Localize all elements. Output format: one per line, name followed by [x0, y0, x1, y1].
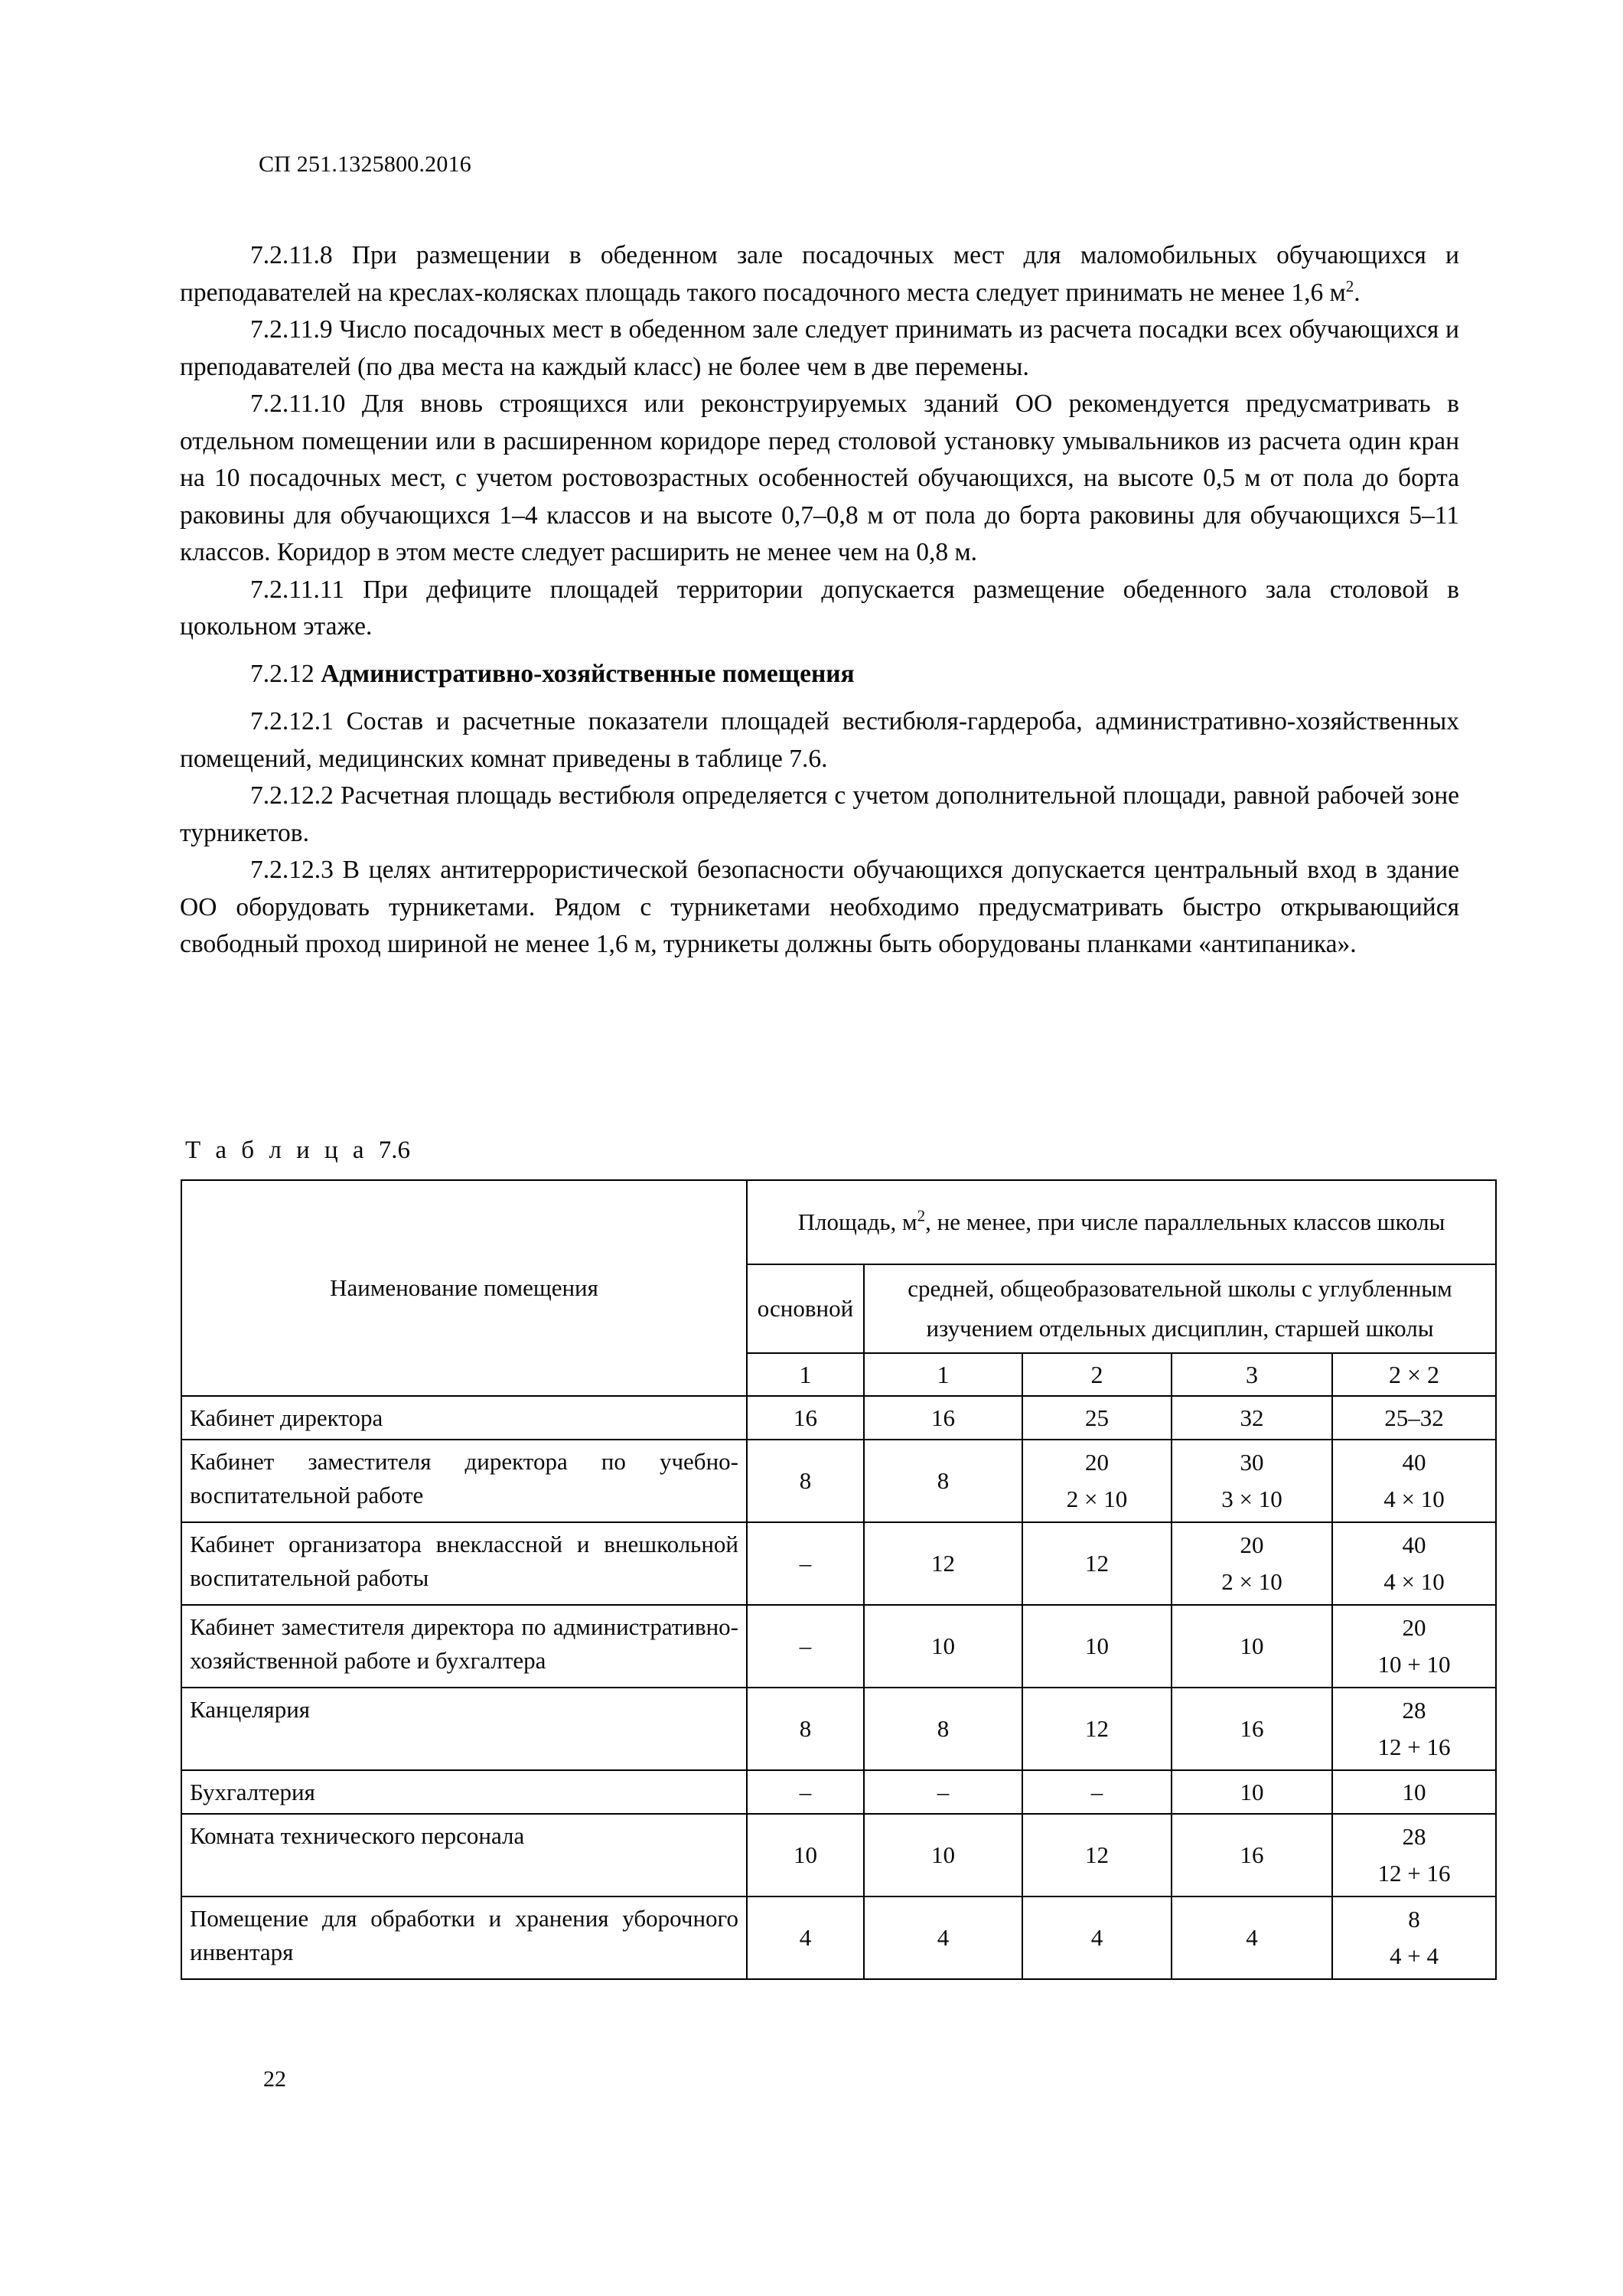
table-cell-room-name: Канцелярия: [181, 1688, 747, 1770]
table-cell-area-value: 10: [1172, 1770, 1332, 1814]
table-cell-area-value: 28 12 + 16: [1332, 1814, 1496, 1896]
table-row: [181, 1605, 1496, 1688]
table-cell-area-value: –: [747, 1522, 864, 1605]
table-cell-area-value: 8: [747, 1688, 864, 1770]
paragraph-7-2-11-11: 7.2.11.11 При дефиците площадей территории допускается размещение обеденного зала столовой в цокольном этаже.: [180, 575, 1459, 641]
page-number: 22: [263, 2066, 286, 2092]
paragraph-7-2-12-2: 7.2.12.2 Расчетная площадь вестибюля определяется с учетом дополнительной площади, равной рабочей зоне турникетов.: [180, 781, 1459, 847]
table-cell-area-value: –: [1022, 1770, 1172, 1814]
header-cell-num-4: 3: [1172, 1353, 1332, 1396]
table-cell-area-value: 8: [747, 1440, 864, 1522]
table-cell-area-value: 40 4 × 10: [1332, 1522, 1496, 1605]
table-cell-area-value: 25: [1022, 1396, 1172, 1440]
table-row: [181, 1770, 1496, 1814]
table-row: [181, 1688, 1496, 1770]
body-content: [180, 237, 1459, 964]
table-cell-area-value: 12: [864, 1522, 1022, 1605]
table-cell-area-value: 25–32: [1332, 1396, 1496, 1440]
superscript-square: 2: [1345, 276, 1354, 295]
table-cell-area-value: 4: [747, 1896, 864, 1979]
superscript-square: 2: [917, 1206, 926, 1225]
header-cell-num-2: 1: [864, 1353, 1022, 1396]
table-body: [181, 1396, 1496, 1979]
running-head: СП 251.1325800.2016: [259, 152, 471, 177]
table-cell-area-value: 4: [1022, 1896, 1172, 1979]
table-cell-area-value: 16: [1172, 1814, 1332, 1896]
table-cell-area-value: –: [864, 1770, 1022, 1814]
table-cell-area-value: 8 4 + 4: [1332, 1896, 1496, 1979]
table-cell-area-value: 4: [864, 1896, 1022, 1979]
section-number: 7.2.12: [250, 659, 321, 688]
paragraph-7-2-11-10: 7.2.11.10 Для вновь строящихся или реконструируемых зданий ОО рекомендуется предусматривать в отдельном помещении или в расширенном коридоре перед столовой установку умывальников из расчета один кран на 10 посадочных мест, с учетом ростовозрастных особенностей обучающихся, на высоте 0,5 м от пола до борта раковины для обучающихся 1–4 классов и на высоте 0,7–0,8 м от пола до борта раковины для обучающихся 5–11 классов. Коридор в этом месте следует расширить не менее чем на 0,8 м.: [180, 390, 1459, 566]
table-cell-room-name: Бухгалтерия: [181, 1770, 747, 1814]
header-cell-advanced: средней, общеобразовательной школы с углубленным изучением отдельных дисциплин, старшей школы: [864, 1264, 1496, 1353]
table-cell-area-value: 10: [864, 1605, 1022, 1688]
table-cell-area-value: 12: [1022, 1522, 1172, 1605]
header-cell-name: Наименование помещения: [181, 1180, 747, 1396]
table-cell-area-value: 16: [864, 1396, 1022, 1440]
header-span-title-tail: , не менее, при числе параллельных классов школы: [925, 1208, 1445, 1235]
table-cell-area-value: 10: [747, 1814, 864, 1896]
table-cell-area-value: 20 2 × 10: [1172, 1522, 1332, 1605]
table-row: [181, 1814, 1496, 1896]
paragraph-7-2-12-1: 7.2.12.1 Состав и расчетные показатели площадей вестибюля-гардероба, административно-хозяйственных помещений, медицинских комнат приведены в таблице 7.6.: [180, 707, 1459, 773]
header-cell-basic: основной: [747, 1264, 864, 1353]
header-cell-span-title: [747, 1180, 1496, 1264]
table-cell-area-value: 16: [1172, 1688, 1332, 1770]
paragraph-text: 7.2.11.8 При размещении в обеденном зале посадочных мест для маломобильных обучающихся и преподавателей на креслах-колясках площадь такого посадочного места следует принимать не менее 1,6 м: [180, 241, 1459, 307]
table-cell-area-value: 32: [1172, 1396, 1332, 1440]
paragraph-7-2-11-9: 7.2.11.9 Число посадочных мест в обеденном зале следует принимать из расчета посадки всех обучающихся и преподавателей (по два места на каждый класс) не более чем в две перемены.: [180, 315, 1459, 381]
table-cell-area-value: 4: [1172, 1896, 1332, 1979]
table-header-row-group: [181, 1180, 1496, 1264]
table-row: [181, 1896, 1496, 1979]
table-cell-area-value: 20 2 × 10: [1022, 1440, 1172, 1522]
table-cell-area-value: 16: [747, 1396, 864, 1440]
table-caption: [185, 1137, 410, 1165]
header-cell-num-3: 2: [1022, 1353, 1172, 1396]
table-row: [181, 1396, 1496, 1440]
table-cell-area-value: 8: [864, 1440, 1022, 1522]
table-7-6: [181, 1179, 1497, 1980]
table-cell-area-value: 10: [864, 1814, 1022, 1896]
paragraph-7-2-11-8: [180, 237, 1459, 311]
table-cell-room-name: Кабинет организатора внеклассной и внешкольной воспитательной работы: [181, 1522, 747, 1605]
table-cell-room-name: Кабинет заместителя директора по административно-хозяйственной работе и бухгалтера: [181, 1605, 747, 1688]
header-cell-num-1: 1: [747, 1353, 864, 1396]
table-cell-area-value: 20 10 + 10: [1332, 1605, 1496, 1688]
table-cell-area-value: 10: [1332, 1770, 1496, 1814]
header-span-title-text: Площадь, м: [797, 1208, 917, 1235]
table-cell-room-name: Кабинет директора: [181, 1396, 747, 1440]
table-cell-room-name: Помещение для обработки и хранения уборочного инвентаря: [181, 1896, 747, 1979]
paragraph-tail: .: [1354, 278, 1361, 307]
table-cell-area-value: 30 3 × 10: [1172, 1440, 1332, 1522]
table-caption-number: 7.6: [378, 1137, 411, 1164]
table-cell-area-value: 12: [1022, 1814, 1172, 1896]
section-title: Административно-хозяйственные помещения: [321, 659, 855, 688]
table-cell-area-value: 40 4 × 10: [1332, 1440, 1496, 1522]
header-cell-num-5: 2 × 2: [1332, 1353, 1496, 1396]
table-cell-area-value: 10: [1172, 1605, 1332, 1688]
table-cell-area-value: –: [747, 1770, 864, 1814]
table-cell-room-name: Кабинет заместителя директора по учебно-воспитательной работе: [181, 1440, 747, 1522]
paragraph-7-2-12-3: 7.2.12.3 В целях антитеррористической безопасности обучающихся допускается центральный вход в здание ОО оборудовать турникетами. Рядом с турникетами необходимо предусматривать быстро открывающийся свободный проход шириной не менее 1,6 м, турникеты должны быть оборудованы планками «антипаника».: [180, 856, 1459, 958]
table-cell-area-value: 12: [1022, 1688, 1172, 1770]
table-cell-room-name: Комната технического персонала: [181, 1814, 747, 1896]
section-heading-7-2-12: [180, 656, 1459, 693]
table-row: [181, 1440, 1496, 1522]
table-row: [181, 1522, 1496, 1605]
table-cell-area-value: 10: [1022, 1605, 1172, 1688]
table-cell-area-value: –: [747, 1605, 864, 1688]
table-cell-area-value: 8: [864, 1688, 1022, 1770]
table-cell-area-value: 28 12 + 16: [1332, 1688, 1496, 1770]
table-caption-label: Т а б л и ц а: [185, 1137, 379, 1164]
